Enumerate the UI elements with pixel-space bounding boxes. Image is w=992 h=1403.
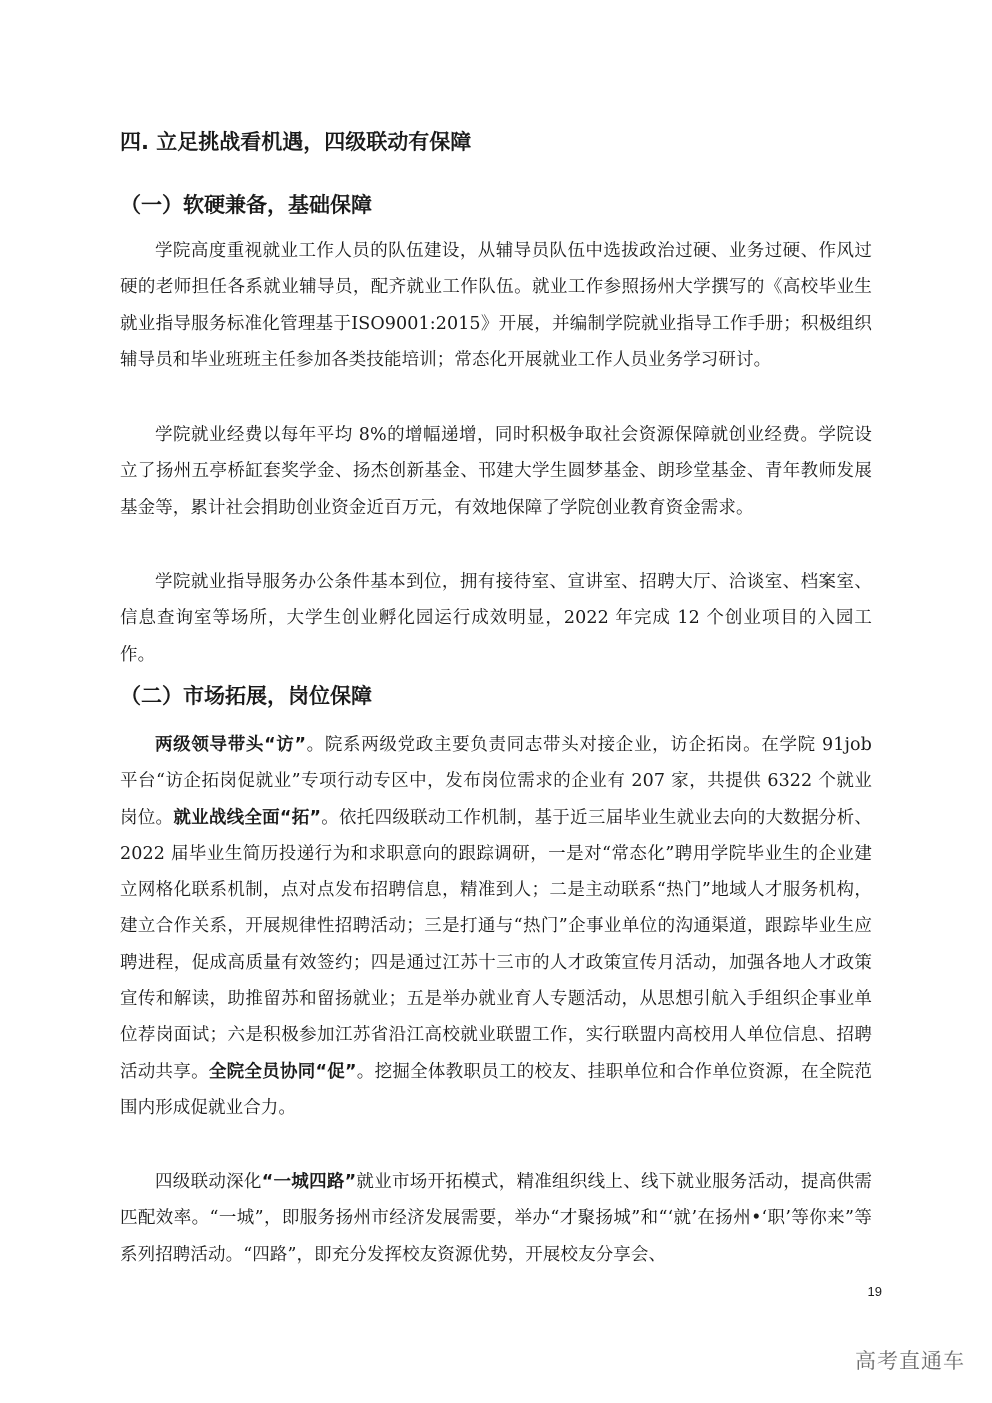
bold-phrase-one-city: “一城四路” <box>261 1172 357 1192</box>
bold-phrase-visit: 两级领导带头“访” <box>155 735 307 755</box>
paragraph-market-expansion <box>120 727 872 1126</box>
watermark-text: 高考直通车 <box>855 1349 965 1373</box>
bold-phrase-promote: 全院全员协同“促” <box>208 1061 357 1082</box>
paragraph-one-city-four-roads <box>120 1164 872 1273</box>
bold-phrase-expand: 就业战线全面“拓” <box>173 807 322 828</box>
paragraph-team-building: 学院高度重视就业工作人员的队伍建设，从辅导员队伍中选拔政治过硬、业务过硬、作风过硬的老师担任各系就业辅导员，配齐就业工作队伍。就业工作参照扬州大学撰写的《高校毕业生就业指导服务标准化管理基于ISO9001:2015》开展，并编制学院就业指导工作手册；积极组织辅导员和毕业班班主任参加各类技能培训；常态化开展就业工作人员业务学习研讨。 <box>120 241 872 370</box>
text-intro: 四级联动深化 <box>155 1172 262 1192</box>
text-one-city: 就业市场开拓模式，精准组织线上、线下就业服务活动，提高供需匹配效率。“一城”，即服务扬州市经济发展需要，举办“才聚扬城”和“‘就’在扬州•‘职’等你来”等系列招聘活动。“四路”，即充分发挥校友资源优势，开展校友分享会、 <box>120 1172 872 1265</box>
subsection-heading-2: （二）市场拓展，岗位保障 <box>120 684 372 708</box>
text-expand: 。依托四级联动工作机制，基于近三届毕业生就业去向的大数据分析、2022 届毕业生简历投递行为和求职意向的跟踪调研，一是对“常态化”聘用学院毕业生的企业建立网格化联系机制，点对点发布招聘信息，精准到人；二是主动联系“热门”地域人才服务机构，建立合作关系，开展规律性招聘活动；三是打通与“热门”企事业单位的沟通渠道，跟踪毕业生应聘进程，促成高质量有效签约；四是通过江苏十三市的人才政策宣传月活动，加强各地人才政策宣传和解读，助推留苏和留扬就业；五是举办就业育人专题活动，从思想引航入手组织企事业单位荐岗面试；六是积极参加江苏省沿江高校就业联盟工作，实行联盟内高校用人单位信息、招聘活动共享。 <box>120 807 872 1082</box>
section-title: 四. 立足挑战看机遇，四级联动有保障 <box>120 130 472 154</box>
page-number: 19 <box>867 1284 882 1299</box>
paragraph-funding: 学院就业经费以每年平均 8%的增幅递增，同时积极争取社会资源保障就创业经费。学院设立了扬州五亭桥缸套奖学金、扬杰创新基金、邗建大学生圆梦基金、朗珍堂基金、青年教师发展基金等，累计社会捐助创业资金近百万元，有效地保障了学院创业教育资金需求。 <box>120 425 872 518</box>
subsection-heading-1: （一）软硬兼备，基础保障 <box>120 193 372 217</box>
text-visit: 。院系两级党政主要负责同志带头对接企业，访企拓岗。在学院 91job 平台“访企拓岗促就业”专项行动专区中，发布岗位需求的企业有 207 家，共提供 6322 个就业岗位。 <box>120 735 872 828</box>
text-promote: 。挖掘全体教职员工的校友、挂职单位和合作单位资源，在全院范围内形成促就业合力。 <box>120 1061 873 1118</box>
paragraph-facilities: 学院就业指导服务办公条件基本到位，拥有接待室、宣讲室、招聘大厅、洽谈室、档案室、信息查询室等场所，大学生创业孵化园运行成效明显，2022 年完成 12 个创业项目的入园工作。 <box>120 572 872 665</box>
